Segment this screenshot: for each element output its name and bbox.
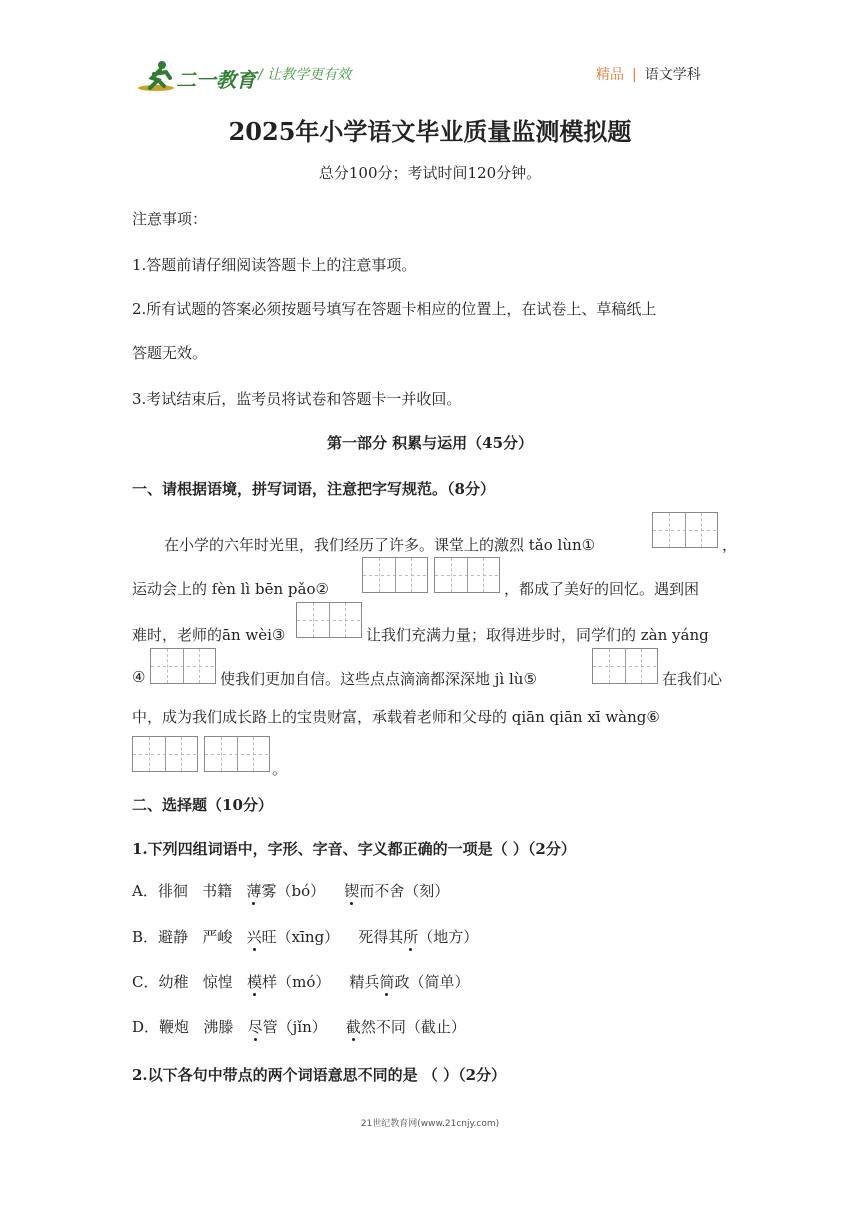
passage-line-1: 在小学的六年时光里，我们经历了许多。课堂上的激烈 tǎo lùn①	[164, 536, 596, 554]
runner-logo-icon	[136, 58, 180, 94]
note-2-cont: 答题无效。	[132, 344, 208, 362]
quality-label: 精品	[596, 67, 624, 83]
answer-box-2b[interactable]	[434, 557, 500, 593]
answer-box-6a[interactable]	[132, 736, 198, 772]
option-a[interactable]	[132, 880, 449, 901]
option-text: 旺（xīng） 死得其	[261, 928, 404, 946]
dotted-char: 尽	[247, 1018, 263, 1036]
passage-period: 。	[272, 760, 288, 778]
dotted-char: 简	[379, 973, 395, 991]
dotted-char: 所	[403, 928, 419, 946]
passage-line-3-cont: 让我们充满力量；取得进步时，同学们的 zàn yáng	[366, 626, 709, 644]
option-text: （地方）	[418, 928, 479, 946]
answer-box-3[interactable]	[296, 602, 362, 638]
option-text: 然不同（截止）	[360, 1018, 466, 1036]
note-3: 3.考试结束后，监考员将试卷和答题卡一并收回。	[132, 390, 462, 408]
passage-line-2: 运动会上的 fèn lì bēn pǎo②	[132, 580, 329, 598]
passage-line-4: 使我们更加自信。这些点点滴滴都深深地 jì lù⑤	[220, 670, 537, 688]
passage-line-4-num: ④	[132, 668, 146, 686]
logo-text: 二一教育	[176, 68, 256, 92]
question-2: 2.以下各句中带点的两个词语意思不同的是 （ ）（2分）	[132, 1066, 507, 1084]
passage-line-3: 难时，老师的ān wèi③	[132, 626, 286, 644]
part-heading: 第一部分 积累与运用（45分）	[326, 434, 534, 452]
section-2-heading: 二、选择题（10分）	[132, 796, 273, 814]
option-text: 雾（bó）	[261, 882, 345, 900]
dotted-char: 模	[247, 973, 263, 991]
answer-box-2a[interactable]	[362, 557, 428, 593]
passage-comma-1: ，	[722, 536, 738, 554]
option-b[interactable]	[132, 926, 478, 947]
exam-info: 总分100分；考试时间120分钟。	[318, 164, 542, 182]
passage-line-4-cont: 在我们心	[662, 670, 723, 688]
answer-box-6b[interactable]	[204, 736, 270, 772]
option-text: B．避静 严峻	[132, 928, 247, 946]
option-text: 管（jǐn）	[262, 1018, 346, 1036]
option-text: C．幼稚 惊惶	[132, 973, 248, 991]
option-text: D．鞭炮 沸滕	[132, 1018, 248, 1036]
subject-label: 语文学科	[644, 67, 701, 83]
option-d[interactable]	[132, 1016, 466, 1037]
slogan: / 让教学更有效	[258, 67, 352, 83]
dotted-char: 截	[345, 1018, 361, 1036]
note-2: 2.所有试题的答案必须按题号填写在答题卡相应的位置上，在试卷上、草稿纸上	[132, 300, 657, 318]
question-1: 1.下列四组词语中，字形、字音、字义都正确的一项是（ ）（2分）	[132, 840, 576, 858]
dotted-char: 薄	[246, 882, 262, 900]
option-text: A．徘徊 书籍	[132, 882, 247, 900]
passage-line-2-cont: ，都成了美好的回忆。遇到困	[504, 580, 700, 598]
note-1: 1.答题前请仔细阅读答题卡上的注意事项。	[132, 256, 417, 274]
section-1-heading: 一、请根据语境，拼写词语，注意把字写规范。（8分）	[132, 480, 495, 498]
footer: 21世纪教育网(www.21cnjy.com)	[360, 1119, 500, 1129]
option-text: 而不舍（刻）	[359, 882, 450, 900]
dotted-char: 锲	[344, 882, 360, 900]
answer-box-1[interactable]	[652, 512, 718, 548]
header-right	[596, 64, 701, 84]
option-text: 政（简单）	[394, 973, 470, 991]
passage-line-5: 中，成为我们成长路上的宝贵财富，承载着老师和父母的 qiān qiān xī wàng⑥	[132, 708, 660, 726]
answer-box-4[interactable]	[150, 648, 216, 684]
answer-box-5[interactable]	[592, 648, 658, 684]
notes-heading: 注意事项：	[132, 210, 208, 228]
option-c[interactable]	[132, 971, 469, 992]
page-title: 2025年小学语文毕业质量监测模拟题	[228, 117, 632, 146]
dotted-char: 兴	[246, 928, 262, 946]
header-separator: |	[632, 67, 637, 83]
option-text: 样（mó） 精兵	[262, 973, 380, 991]
